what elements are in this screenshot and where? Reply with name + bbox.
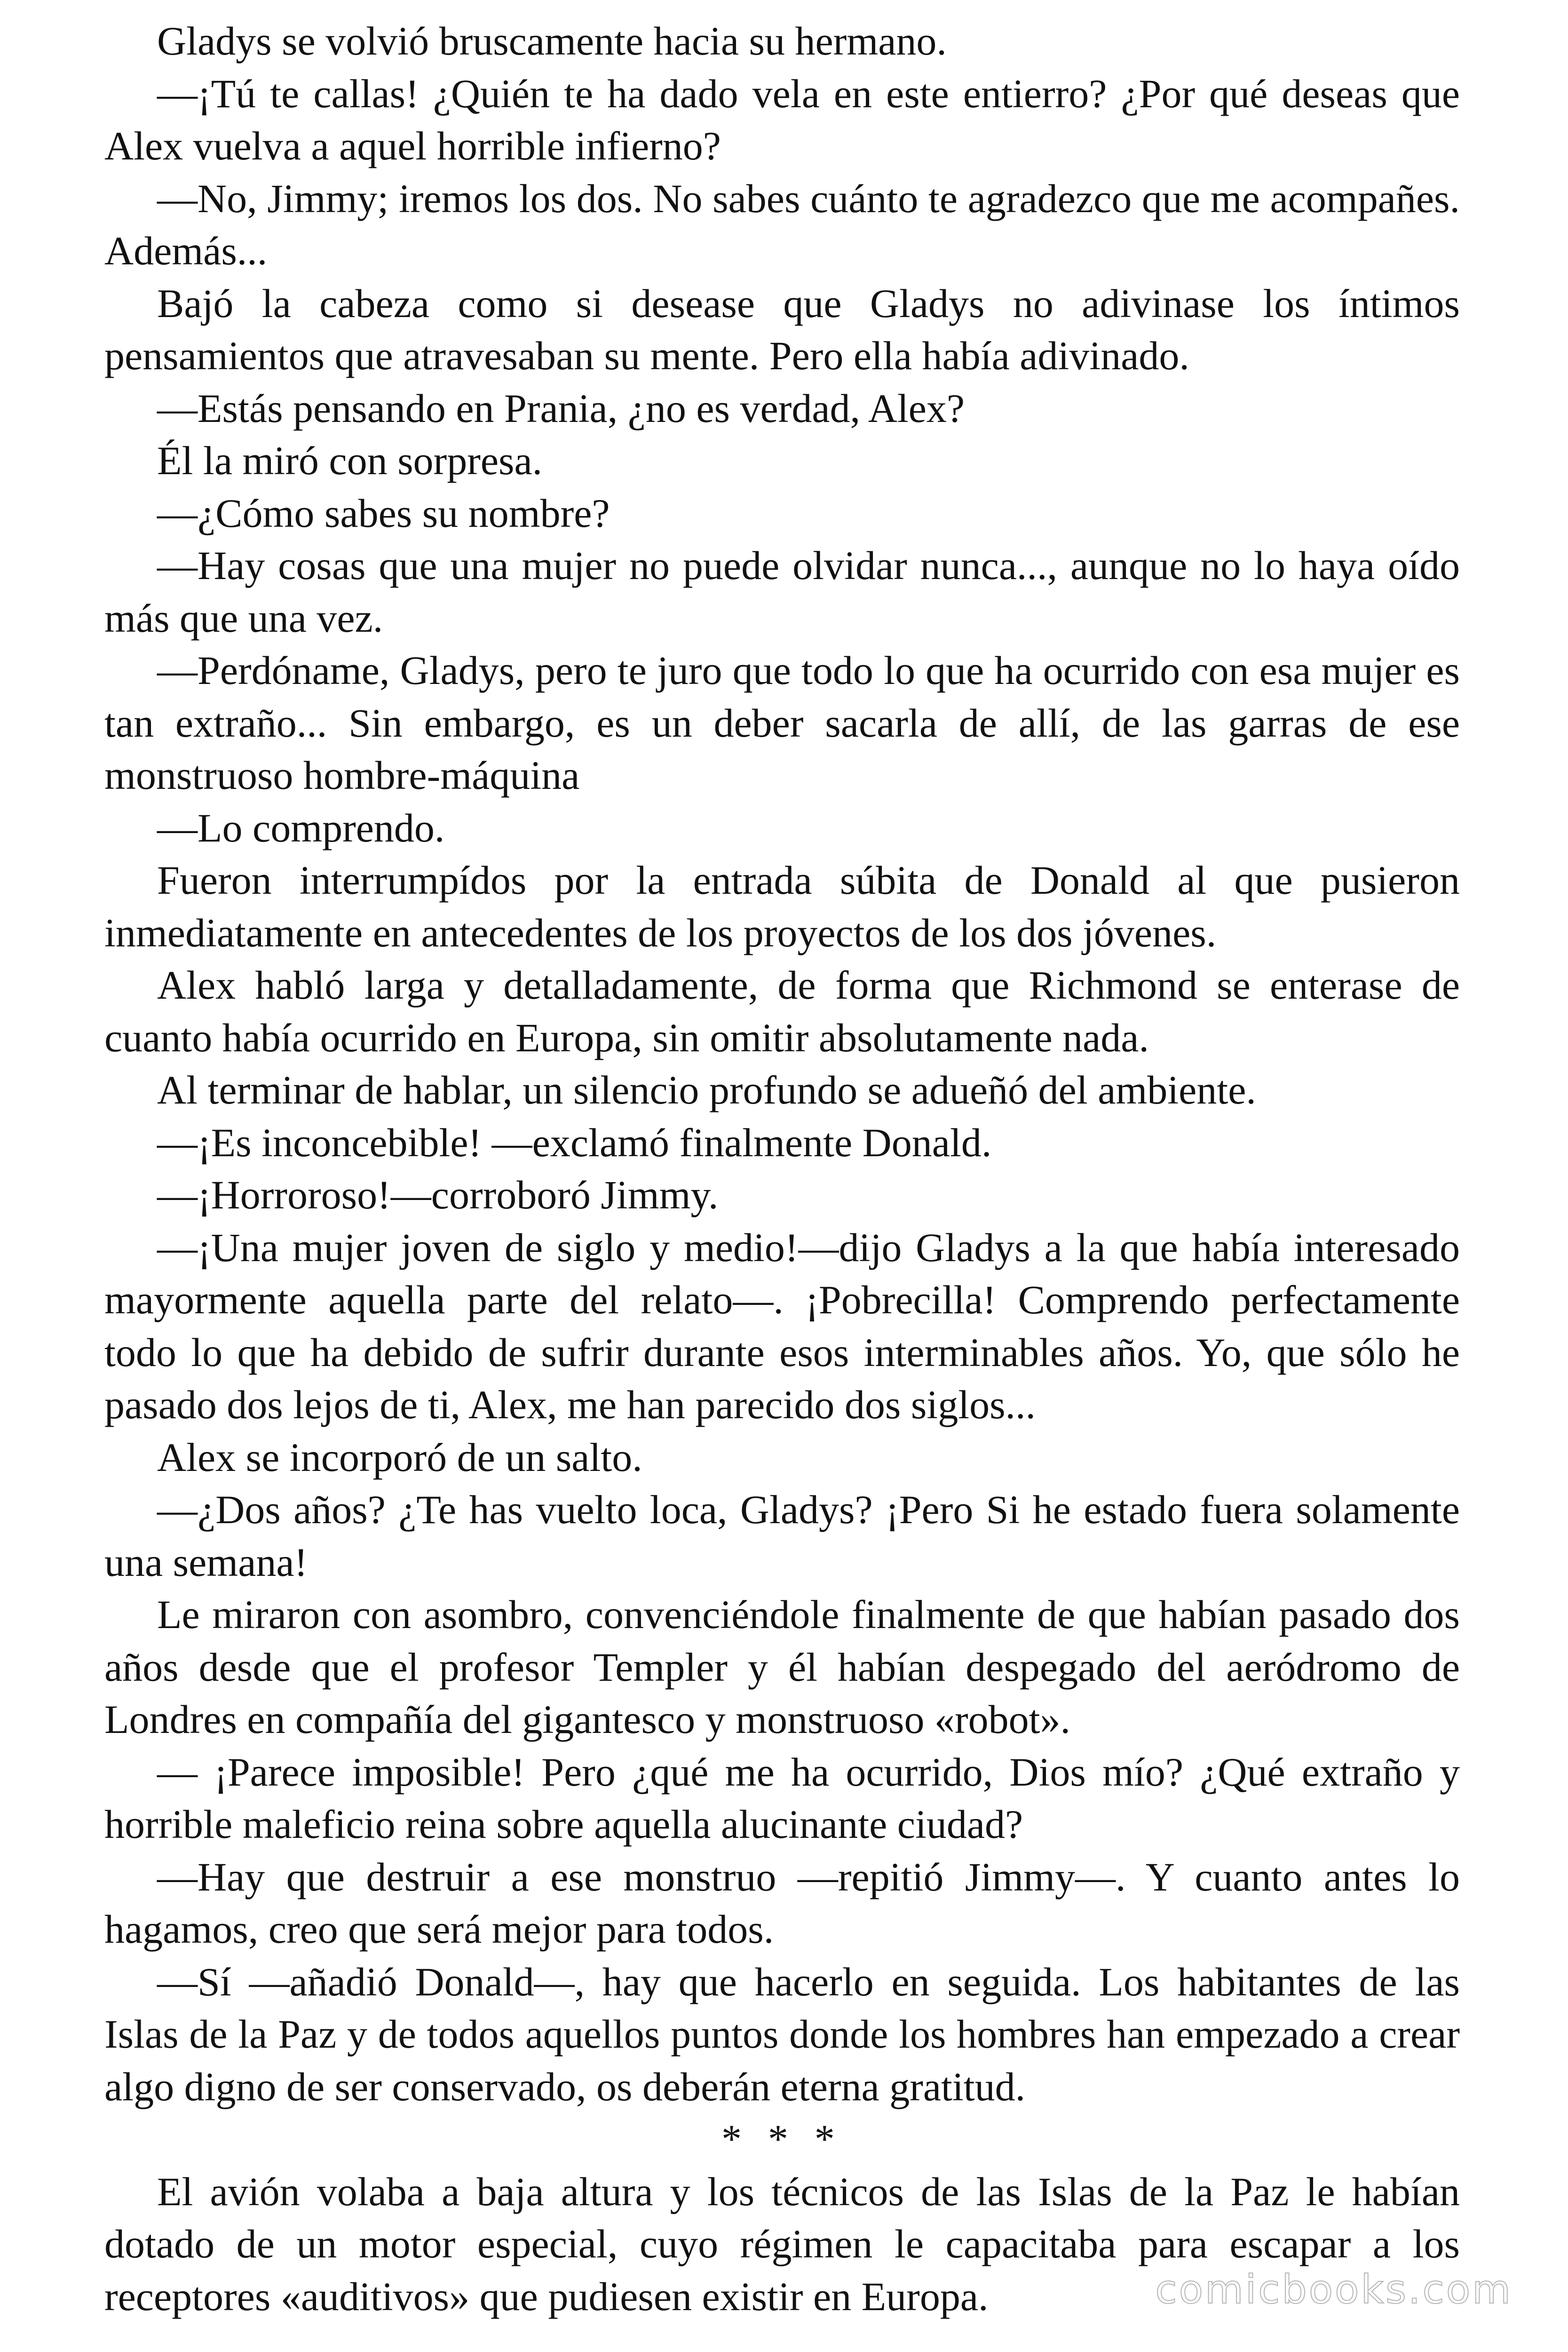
paragraph: —Hay cosas que una mujer no puede olvidar nunca..., aunque no lo haya oído más que una vez. xyxy=(104,543,1460,641)
paragraph: —¡Tú te callas! ¿Quién te ha dado vela en este entierro? ¿Por qué deseas que Alex vuelva a aquel horrible infierno? xyxy=(104,71,1460,168)
paragraph: Fueron interrumpídos por la entrada súbita de Donald al que pusieron inmediatamente en antecedentes de los proyectos de los dos jóvenes. xyxy=(104,858,1460,955)
paragraph: —Sí —añadió Donald—, hay que hacerlo en seguida. Los habitantes de las Islas de la Paz y de todos aquellos puntos donde los hombres han empezado a crear algo digno de ser conservado, os deberán eterna gratitud. xyxy=(104,1959,1460,2109)
paragraph: —¡Una mujer joven de siglo y medio!—dijo Gladys a la que había interesado mayormente aquella parte del relato—. ¡Pobrecilla! Comprendo perfectamente todo lo que ha debido de sufrir durante esos interminables años. Yo, que sólo he pasado dos lejos de ti, Alex, me han parecido dos siglos... xyxy=(104,1224,1460,1427)
paragraph: Al terminar de hablar, un silencio profundo se adueñó del ambiente. xyxy=(157,1067,1256,1112)
paragraph: —¿Cómo sabes su nombre? xyxy=(157,490,610,536)
paragraph: —¿Dos años? ¿Te has vuelto loca, Gladys? ¡Pero Si he estado fuera solamente una semana! xyxy=(104,1487,1460,1585)
section-separator: * * * xyxy=(721,2116,843,2161)
paragraph: Bajó la cabeza como si desease que Gladys no adivinase los íntimos pensamientos que atravesaban su mente. Pero ella había adivinado. xyxy=(104,280,1460,378)
page-body xyxy=(104,15,1460,2323)
paragraph: Él la miró con sorpresa. xyxy=(157,438,543,483)
paragraph: —No, Jimmy; iremos los dos. No sabes cuánto te agradezco que me acompañes. Además... xyxy=(104,175,1460,273)
watermark: comicbooks.com xyxy=(1155,2266,1513,2312)
paragraph: Gladys se volvió bruscamente hacia su hermano. xyxy=(157,18,947,64)
paragraph: —Hay que destruir a ese monstruo —repitió Jimmy—. Y cuanto antes lo hagamos, creo que será mejor para todos. xyxy=(104,1854,1460,1952)
paragraph: —Estás pensando en Prania, ¿no es verdad, Alex? xyxy=(157,385,965,431)
paragraph: Le miraron con asombro, convenciéndole finalmente de que habían pasado dos años desde que el profesor Templer y él habían despegado del aeródromo de Londres en compañía del gigantesco y monstruoso «robot». xyxy=(104,1592,1460,1742)
paragraph: —Lo comprendo. xyxy=(157,805,445,850)
paragraph: —Perdóname, Gladys, pero te juro que todo lo que ha ocurrido con esa mujer es tan extraño... Sin embargo, es un deber sacarla de allí, de las garras de ese monstruoso hombre-máquina xyxy=(104,648,1460,798)
paragraph: —¡Horroroso!—corroboró Jimmy. xyxy=(157,1172,719,1217)
paragraph: Alex se incorporó de un salto. xyxy=(157,1434,642,1480)
paragraph: — ¡Parece imposible! Pero ¿qué me ha ocurrido, Dios mío? ¿Qué extraño y horrible maleficio reina sobre aquella alucinante ciudad? xyxy=(104,1749,1460,1847)
closing-paragraph: El avión volaba a baja altura y los técnicos de las Islas de la Paz le habían dotado de un motor especial, cuyo régimen le capacitaba para escapar a los receptores «auditivos» que pudiesen existir en Europa. xyxy=(104,2169,1460,2319)
paragraph: Alex habló larga y detalladamente, de forma que Richmond se enterase de cuanto había ocurrido en Europa, sin omitir absolutamente nada. xyxy=(104,962,1460,1060)
paragraph: —¡Es inconcebible! —exclamó finalmente Donald. xyxy=(157,1120,992,1165)
